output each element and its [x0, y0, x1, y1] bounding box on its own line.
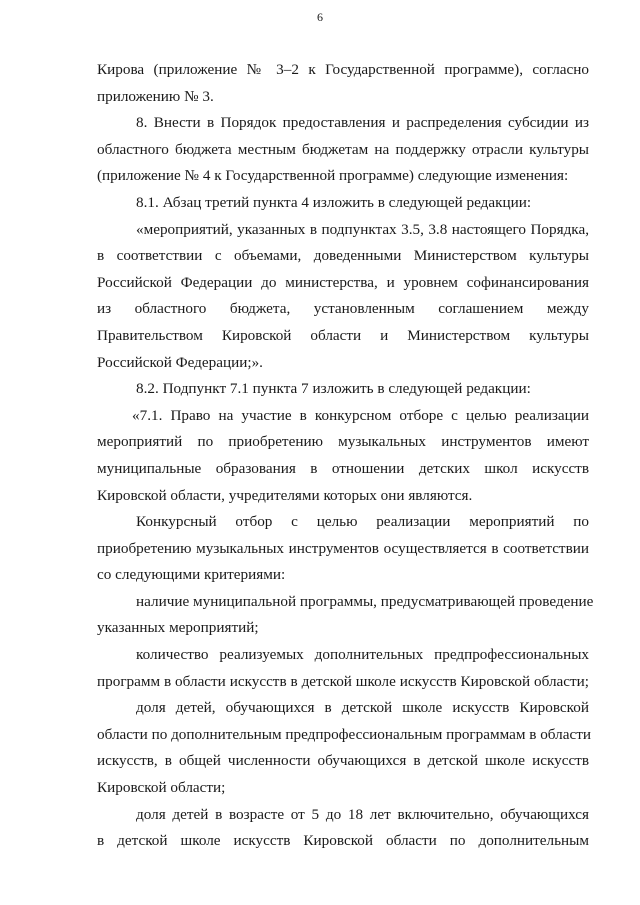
document-body: [97, 57, 594, 855]
text-line: 8.2. Подпункт 7.1 пункта 7 изложить в следующей редакции:: [136, 380, 531, 398]
text-line: из областного бюджета, установленным соглашением между: [97, 300, 589, 318]
text-line: «7.1. Право на участие в конкурсном отборе с целью реализации: [132, 406, 589, 424]
text-line: «мероприятий, указанных в подпунктах 3.5, 3.8 настоящего Порядка,: [136, 220, 589, 238]
text-line: Правительством Кировской области и Министерством культуры: [97, 326, 589, 344]
text-line: приобретению музыкальных инструментов осуществляется в соответствии: [97, 539, 589, 557]
text-line: в соответствии с объемами, доведенными Министерством культуры: [97, 247, 589, 265]
text-line: Кирова (приложение № 3–2 к Государственной программе), согласно: [97, 61, 589, 78]
text-line: наличие муниципальной программы, предусматривающей проведение: [136, 592, 594, 610]
text-line: доля детей в возрасте от 5 до 18 лет включительно, обучающихся: [136, 805, 589, 823]
text-line: со следующими критериями:: [97, 566, 286, 584]
text-line: области по дополнительным предпрофессиональным программам в области: [97, 725, 591, 743]
page-number: 6: [317, 10, 323, 24]
text-line: 8. Внести в Порядок предоставления и распределения субсидии из: [136, 114, 589, 132]
text-line: муниципальные образования в отношении детских школ искусств: [97, 459, 589, 477]
text-line: количество реализуемых дополнительных предпрофессиональных: [136, 646, 589, 664]
text-line: Кировской области;: [97, 779, 226, 797]
text-line: указанных мероприятий;: [97, 619, 259, 637]
text-line: программ в области искусств в детской школе искусств Кировской области;: [97, 672, 589, 690]
text-line: Российской Федерации до министерства, и уровнем софинансирования: [97, 273, 589, 291]
text-line: Конкурсный отбор с целью реализации мероприятий по: [136, 513, 589, 531]
text-line: доля детей, обучающихся в детской школе искусств Кировской: [136, 699, 589, 717]
text-line: Российской Федерации;».: [97, 353, 263, 371]
text-line: (приложение № 4 к Государственной программе) следующие изменения:: [97, 167, 569, 185]
text-line: областного бюджета местным бюджетам на поддержку отрасли культуры: [97, 140, 589, 158]
text-line: в детской школе искусств Кировской области по дополнительным: [97, 832, 589, 850]
text-line: 8.1. Абзац третий пункта 4 изложить в следующей редакции:: [136, 193, 532, 211]
text-line: мероприятий по приобретению музыкальных инструментов имеют: [97, 433, 589, 451]
text-line: искусств, в общей численности обучающихся в детской школе искусств: [97, 752, 589, 770]
text-line: Кировской области, учредителями которых они являются.: [97, 486, 473, 504]
text-line: приложению № 3.: [97, 87, 214, 105]
